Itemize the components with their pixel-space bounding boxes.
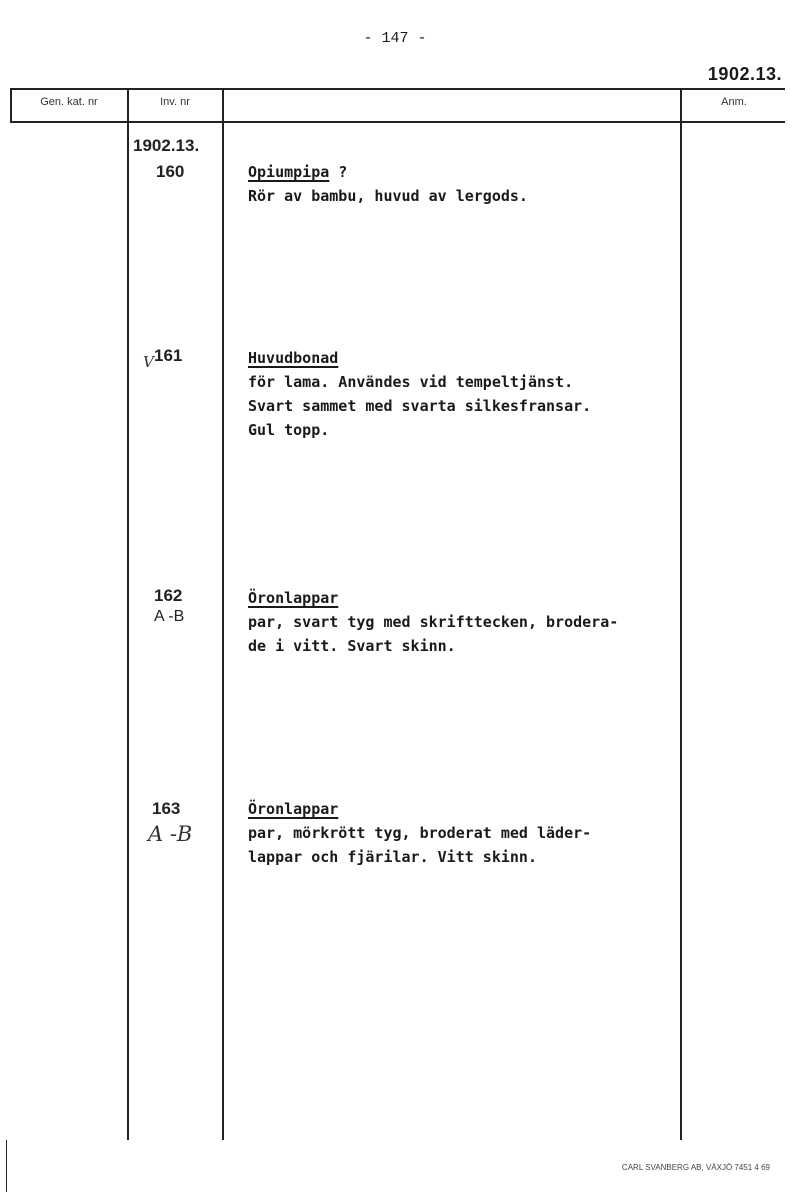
entry-description-line: Svart sammet med svarta silkesfransar.: [248, 397, 592, 415]
catalog-entry: [248, 797, 591, 869]
inventory-number: 161: [154, 346, 183, 365]
entry-title: Öronlappar: [248, 589, 339, 607]
entry-description-line: Gul topp.: [248, 421, 330, 439]
column-header-inv-nr: Inv. nr: [160, 96, 190, 108]
entry-title: Huvudbonad: [248, 349, 339, 367]
entry-description-line: lappar och fjärilar. Vitt skinn.: [248, 848, 537, 866]
page-left-edge-mark: [6, 1140, 7, 1192]
printer-imprint: CARL SVANBERG AB, VÄXJÖ 7451 4 69: [621, 1163, 770, 1172]
page-number: - 147 -: [363, 30, 427, 47]
column-divider-inv-desc: [222, 88, 224, 1140]
inventory-number: 160: [156, 162, 185, 181]
column-header-gen-kat-nr: Gen. kat. nr: [40, 96, 98, 108]
column-divider-gen-inv: [127, 88, 129, 1140]
inventory-number: 163: [152, 799, 181, 818]
section-catalog-number: 1902.13.: [133, 136, 200, 155]
entry-title-suffix: ?: [329, 163, 348, 181]
entry-description-line: Rör av bambu, huvud av lergods.: [248, 187, 528, 205]
column-divider-desc-anm: [680, 88, 682, 1140]
entry-title: Opiumpipa: [248, 163, 330, 181]
inventory-sub-parts: A -B: [148, 822, 193, 846]
header-catalog-code: 1902.13.: [707, 64, 782, 84]
entry-title: Öronlappar: [248, 800, 339, 818]
entry-description-line: för lama. Användes vid tempeltjänst.: [248, 373, 574, 391]
entry-description-line: par, svart tyg med skrifttecken, brodera-: [248, 613, 619, 631]
inventory-number: 162: [154, 586, 183, 605]
catalog-entry: [248, 346, 591, 442]
catalog-entry: [248, 160, 528, 208]
column-header-anm: Anm.: [721, 96, 747, 108]
entry-description-line: de i vitt. Svart skinn.: [248, 637, 456, 655]
inventory-sub-parts: A -B: [154, 608, 185, 625]
catalog-entry: [248, 586, 618, 658]
entry-description-line: par, mörkrött tyg, broderat med läder-: [248, 824, 592, 842]
check-mark: V: [143, 353, 154, 371]
